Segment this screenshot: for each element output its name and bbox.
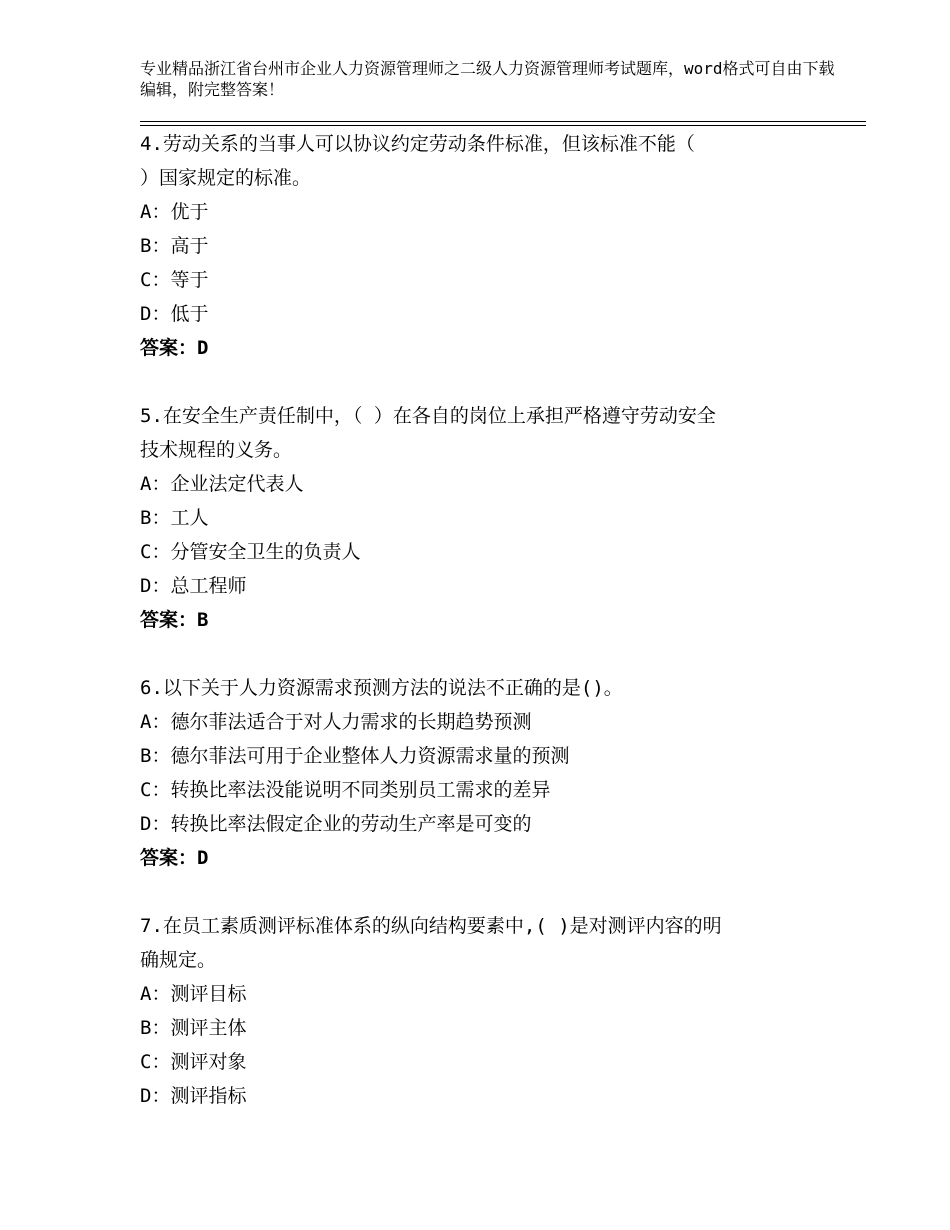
option-c: C：等于	[140, 269, 209, 291]
option-b: B：德尔菲法可用于企业整体人力资源需求量的预测	[140, 745, 570, 767]
question-spacer	[140, 637, 820, 671]
question-spacer	[140, 365, 820, 399]
question-spacer	[140, 875, 820, 909]
option-a: A：德尔菲法适合于对人力需求的长期趋势预测	[140, 711, 532, 733]
header-divider-thick	[140, 121, 866, 122]
question-6	[140, 671, 820, 875]
question-list	[140, 127, 820, 1113]
option-d: D：测评指标	[140, 1085, 247, 1107]
question-4	[140, 127, 820, 365]
question-text-line: ）国家规定的标准。	[140, 167, 312, 189]
header-divider-thin	[140, 125, 866, 126]
document-header: 专业精品浙江省台州市企业人力资源管理师之二级人力资源管理师考试题库，word格式可自由下载编辑，附完整答案！	[140, 59, 835, 99]
question-text-line: 5.在安全生产责任制中，（ ）在各自的岗位上承担严格遵守劳动安全	[140, 405, 716, 427]
option-a: A：企业法定代表人	[140, 473, 304, 495]
option-b: B：工人	[140, 507, 209, 529]
option-c: C：转换比率法没能说明不同类别员工需求的差异	[140, 779, 551, 801]
option-c: C：分管安全卫生的负责人	[140, 541, 361, 563]
answer: 答案：D	[140, 337, 209, 359]
option-a: A：测评目标	[140, 983, 247, 1005]
question-7	[140, 909, 820, 1113]
answer: 答案：D	[140, 847, 209, 869]
question-text-line: 7.在员工素质测评标准体系的纵向结构要素中,( )是对测评内容的明	[140, 915, 722, 937]
option-b: B：测评主体	[140, 1017, 247, 1039]
question-text-line: 技术规程的义务。	[140, 439, 293, 461]
option-d: D：低于	[140, 303, 209, 325]
option-c: C：测评对象	[140, 1051, 247, 1073]
option-d: D：总工程师	[140, 575, 247, 597]
question-text-line: 6.以下关于人力资源需求预测方法的说法不正确的是()。	[140, 677, 623, 699]
option-b: B：高于	[140, 235, 209, 257]
option-d: D：转换比率法假定企业的劳动生产率是可变的	[140, 813, 532, 835]
option-a: A：优于	[140, 201, 209, 223]
question-text-line: 4.劳动关系的当事人可以协议约定劳动条件标准，但该标准不能（	[140, 133, 695, 155]
answer: 答案：B	[140, 609, 209, 631]
question-text-line: 确规定。	[140, 949, 217, 971]
question-5	[140, 399, 820, 637]
